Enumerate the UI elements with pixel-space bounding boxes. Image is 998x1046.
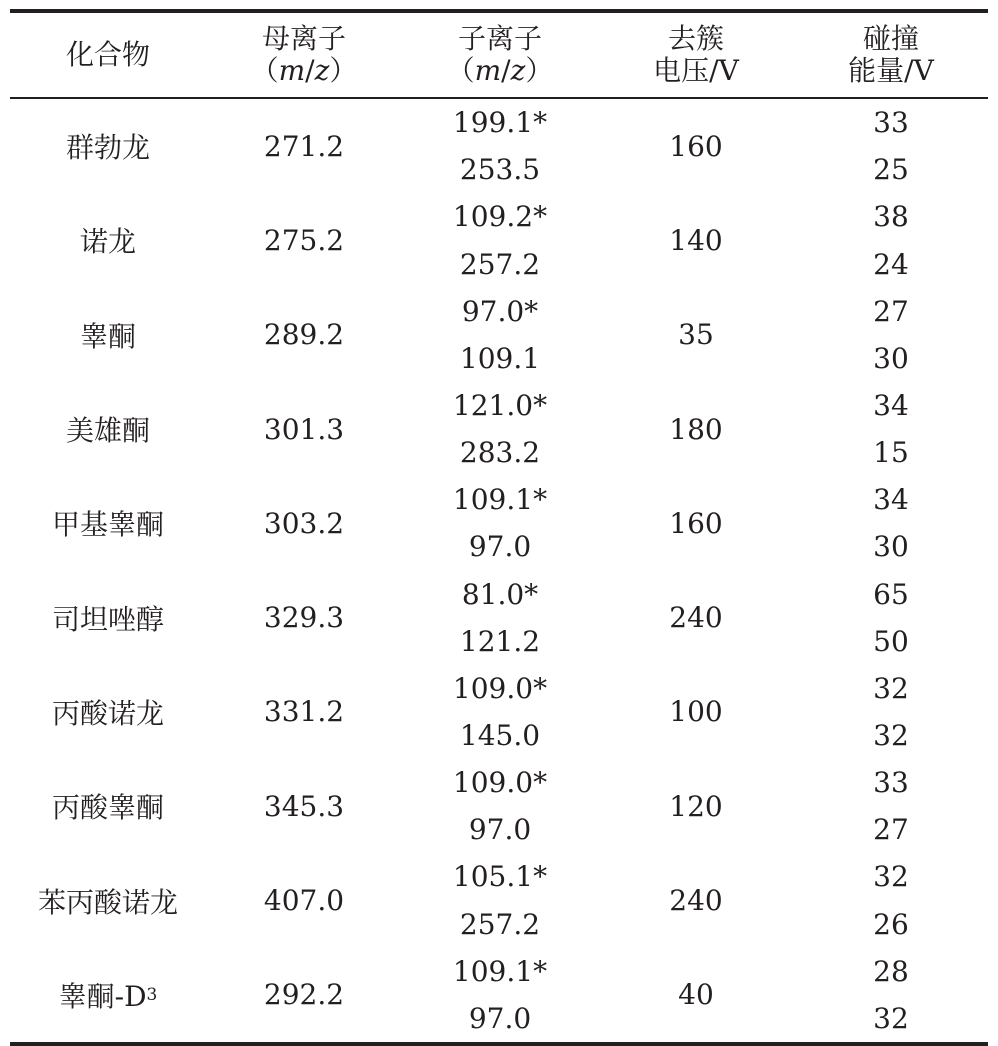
collision-energy-cell: 30 (873, 341, 909, 375)
product-ion-cell: 283.2 (459, 436, 541, 470)
product-ion-cell: 97.0 (468, 1001, 532, 1035)
collision-energy-cell: 38 (873, 200, 909, 234)
product-ion-stack (402, 665, 598, 759)
compound-cell: 睾酮 (79, 319, 136, 353)
compound-cell: 美雄酮 (65, 414, 150, 448)
compound-cell: 司坦唑醇 (51, 602, 164, 636)
compound-cell: 丙酸睾酮 (51, 791, 164, 825)
table-row-group (10, 759, 988, 853)
precursor-cell: 292.2 (263, 978, 345, 1012)
product-ion-cell: 199.1* (452, 106, 548, 140)
table-row-group (10, 665, 988, 759)
collision-energy-stack (794, 853, 988, 947)
header-product-ion: 子离子 （m/z） (446, 22, 554, 87)
collision-energy-stack (794, 948, 988, 1042)
collision-energy-stack (794, 570, 988, 664)
product-ion-stack (402, 193, 598, 287)
precursor-cell: 271.2 (263, 129, 345, 163)
collision-energy-cell: 50 (873, 624, 909, 658)
collision-energy-cell: 33 (873, 766, 909, 800)
product-ion-stack (402, 288, 598, 382)
product-ion-cell: 97.0 (468, 813, 532, 847)
precursor-cell: 407.0 (263, 884, 345, 918)
product-ion-cell: 253.5 (459, 153, 541, 187)
product-ion-cell: 109.1* (452, 483, 548, 517)
collision-energy-cell: 27 (873, 813, 909, 847)
collision-energy-cell: 15 (873, 436, 909, 470)
compound-cell: 诺龙 (79, 225, 136, 259)
compound-cell: 甲基睾酮 (51, 508, 164, 542)
collision-energy-cell: 30 (873, 530, 909, 564)
declustering-potential-cell: 140 (669, 223, 723, 257)
table-body (10, 99, 988, 1042)
collision-energy-cell: 25 (873, 153, 909, 187)
product-ion-cell: 97.0* (461, 294, 539, 328)
header-precursor-ion: 母离子 （m/z） (250, 22, 358, 87)
product-ion-cell: 121.0* (452, 388, 548, 422)
table-row-group (10, 382, 988, 476)
collision-energy-cell: 28 (873, 954, 909, 988)
collision-energy-stack (794, 99, 988, 193)
collision-energy-stack (794, 288, 988, 382)
table-row-group (10, 99, 988, 193)
precursor-cell: 289.2 (263, 318, 345, 352)
header-product-unit: （m/z） (446, 54, 554, 87)
declustering-potential-cell: 160 (669, 506, 723, 540)
table-row-group (10, 288, 988, 382)
compound-cell: 群勃龙 (65, 131, 150, 165)
collision-energy-stack (794, 476, 988, 570)
header-compound: 化合物 (65, 38, 150, 71)
collision-energy-cell: 32 (873, 671, 909, 705)
precursor-cell: 301.3 (263, 412, 345, 446)
product-ion-stack (402, 948, 598, 1042)
table-row-group (10, 853, 988, 947)
precursor-cell: 303.2 (263, 506, 345, 540)
collision-energy-cell: 33 (873, 106, 909, 140)
declustering-potential-cell: 120 (669, 789, 723, 823)
table-row-group (10, 570, 988, 664)
precursor-cell: 345.3 (263, 789, 345, 823)
precursor-cell: 329.3 (263, 601, 345, 635)
collision-energy-cell: 24 (873, 247, 909, 281)
product-ion-cell: 97.0 (468, 530, 532, 564)
table-row-group (10, 476, 988, 570)
collision-energy-stack (794, 665, 988, 759)
collision-energy-cell: 32 (873, 1001, 909, 1035)
collision-energy-cell: 65 (873, 577, 909, 611)
collision-energy-cell: 32 (873, 860, 909, 894)
collision-energy-cell: 34 (873, 388, 909, 422)
product-ion-cell: 257.2 (459, 247, 541, 281)
compound-cell: 睾酮-D 3 (58, 979, 158, 1013)
declustering-potential-cell: 240 (669, 601, 723, 635)
declustering-potential-cell: 160 (669, 129, 723, 163)
declustering-potential-cell: 100 (669, 695, 723, 729)
product-ion-stack (402, 759, 598, 853)
product-ion-cell: 121.2 (459, 624, 541, 658)
declustering-potential-cell: 40 (678, 978, 714, 1012)
precursor-cell: 275.2 (263, 223, 345, 257)
declustering-potential-cell: 240 (669, 884, 723, 918)
header-declustering-potential: 去簇 电压/V (653, 22, 739, 87)
product-ion-cell: 109.0* (452, 671, 548, 705)
collision-energy-stack (794, 759, 988, 853)
product-ion-cell: 109.2* (452, 200, 548, 234)
collision-energy-stack (794, 193, 988, 287)
collision-energy-cell: 34 (873, 483, 909, 517)
product-ion-stack (402, 382, 598, 476)
collision-energy-cell: 26 (873, 907, 909, 941)
product-ion-cell: 109.1 (459, 341, 541, 375)
product-ion-cell: 109.0* (452, 766, 548, 800)
product-ion-stack (402, 853, 598, 947)
product-ion-stack (402, 570, 598, 664)
collision-energy-cell: 27 (873, 294, 909, 328)
product-ion-cell: 257.2 (459, 907, 541, 941)
product-ion-stack (402, 99, 598, 193)
collision-energy-stack (794, 382, 988, 476)
data-table (10, 9, 988, 1046)
product-ion-stack (402, 476, 598, 570)
product-ion-cell: 81.0* (461, 577, 539, 611)
declustering-potential-cell: 180 (669, 412, 723, 446)
table-row-group (10, 193, 988, 287)
product-ion-cell: 145.0 (459, 718, 541, 752)
declustering-potential-cell: 35 (678, 318, 714, 352)
bottom-rule (10, 1042, 988, 1046)
product-ion-cell: 105.1* (452, 860, 548, 894)
header-row (10, 13, 988, 97)
collision-energy-cell: 32 (873, 718, 909, 752)
compound-cell: 丙酸诺龙 (51, 696, 164, 730)
table-row-group (10, 948, 988, 1042)
header-collision-energy: 碰撞 能量/V (848, 22, 934, 87)
header-precursor-unit: （m/z） (250, 54, 358, 87)
product-ion-cell: 109.1* (452, 954, 548, 988)
precursor-cell: 331.2 (263, 695, 345, 729)
compound-cell: 苯丙酸诺龙 (37, 885, 178, 919)
